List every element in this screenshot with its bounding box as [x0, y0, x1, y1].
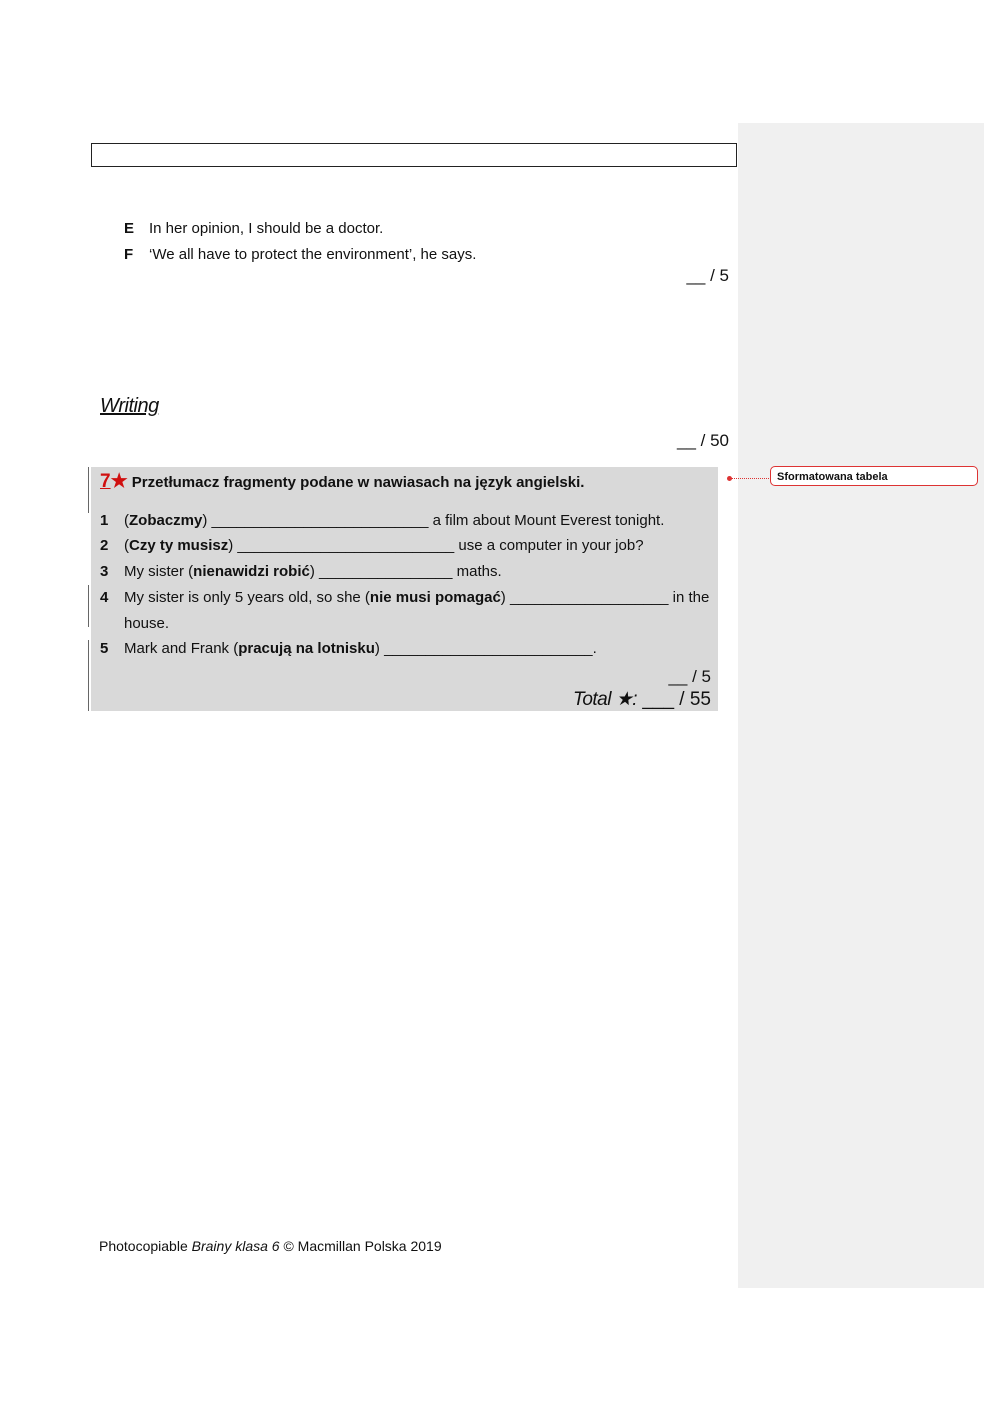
exercise-item [100, 639, 597, 659]
item-text: ) _________________________. [374, 640, 597, 657]
answer-option [124, 245, 476, 265]
footer-book-title: Brainy klasa 6 [191, 1238, 280, 1254]
star-icon: ★ [110, 471, 128, 492]
item-text: ) __________________________ a film about Mount Everest tonight. [202, 512, 665, 529]
item-prompt: pracują na lotnisku [238, 640, 375, 657]
item-number: 1 [100, 512, 109, 529]
item-text: ) ___________________ in the [500, 589, 710, 606]
comment-pane [738, 123, 984, 1288]
item-number: 4 [100, 589, 109, 606]
item-text: ( [124, 512, 129, 529]
item-number: 2 [100, 537, 109, 554]
answer-letter: E [124, 220, 135, 237]
item-number: 3 [100, 563, 109, 580]
answer-text: In her opinion, I should be a doctor. [149, 220, 384, 237]
change-bar [88, 640, 89, 711]
item-text: ( [124, 537, 129, 554]
item-prompt: Czy ty musisz [129, 537, 229, 554]
header-frame [91, 143, 737, 167]
comment-bubble[interactable]: Sformatowana tabela [770, 466, 978, 486]
total-value: ___ / 55 [642, 689, 711, 710]
total-score [480, 688, 711, 711]
section-score: __ / 50 [677, 431, 729, 450]
change-bar [88, 585, 89, 627]
change-bar [88, 467, 89, 513]
comment-anchor-dot [727, 476, 732, 481]
exercise-item [100, 614, 169, 634]
exercise-item [100, 536, 644, 556]
item-prompt: nie musi pomagać [369, 589, 501, 606]
answer-text: ‘We all have to protect the environment’, he says. [149, 246, 477, 263]
footer [99, 1238, 442, 1254]
comment-connector [731, 478, 769, 479]
item-text: My sister ( [124, 563, 194, 580]
exercise-item [100, 588, 709, 608]
total-label: Total ★: [572, 689, 638, 710]
item-text: My sister is only 5 years old, so she ( [124, 589, 370, 606]
item-number: 5 [100, 640, 109, 657]
exercise-heading [100, 470, 584, 493]
item-text: ) __________________________ use a computer in your job? [228, 537, 644, 554]
exercise-item [100, 562, 502, 582]
footer-text: Photocopiable [99, 1238, 192, 1254]
item-text: house. [124, 615, 170, 632]
exercise-instruction: Przetłumacz fragmenty podane w nawiasach na język angielski. [131, 474, 585, 491]
exercise-number: 7 [100, 471, 111, 492]
item-text: Mark and Frank ( [124, 640, 239, 657]
footer-text: © Macmillan Polska 2019 [279, 1238, 442, 1254]
item-prompt: nienawidzi robić [193, 563, 310, 580]
exercise-item [100, 511, 664, 531]
answer-letter: F [124, 246, 134, 263]
item-text: ) ________________ maths. [309, 563, 502, 580]
item-prompt: Zobaczmy [129, 512, 203, 529]
score-5: __ / 5 [686, 266, 729, 285]
section-title: Writing [100, 395, 159, 417]
exercise-score: __ / 5 [668, 667, 711, 686]
answer-option [124, 219, 383, 239]
